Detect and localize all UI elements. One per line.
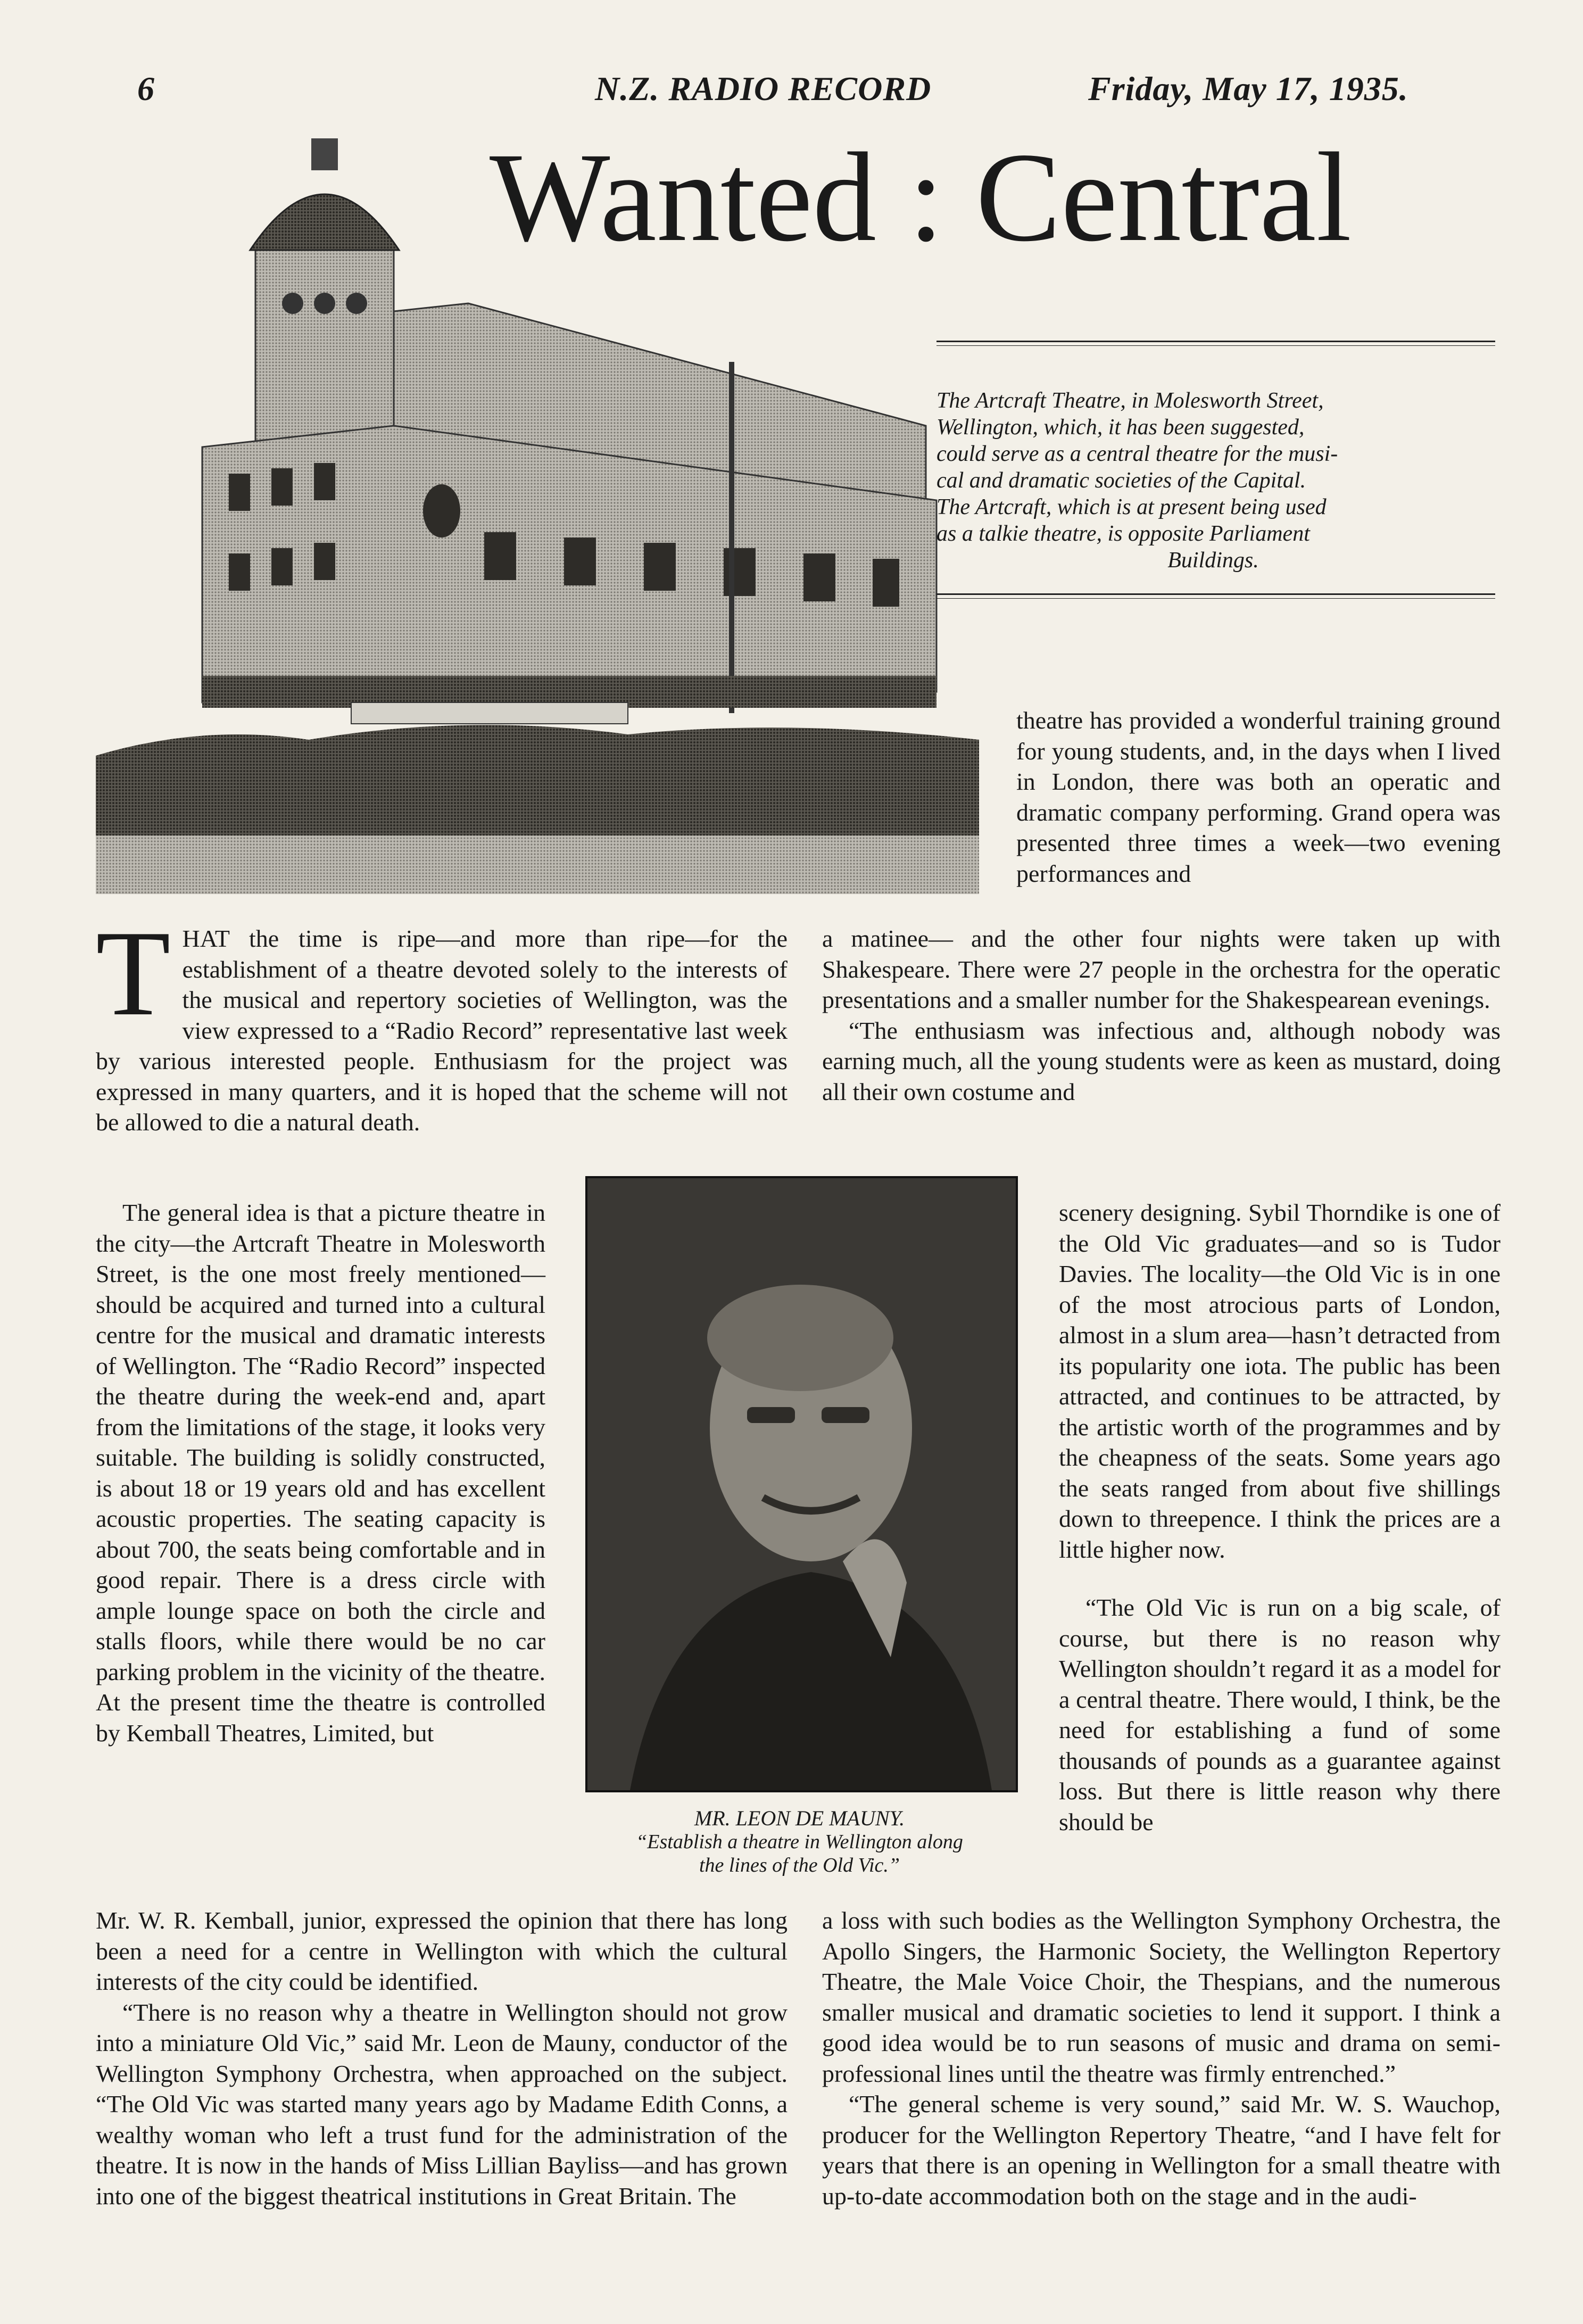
drop-cap: T	[96, 905, 171, 1041]
article-col-left-narrow: The general idea is that a picture theatre in the city—the Artcraft Theatre in Molesworth Street, is the one most freely mentioned—should be acquired and turned into a cultural centre for the musical and dramatic interests of Wellington. The “Radio Record” inspected the theatre during the week-end and, apart from the limitations of the stage, it looks very suitable. The building is solidly constructed, is about 18 or 19 years old and has excellent acoustic properties. The seating capacity is about 700, the seats being comfortable and in good repair. There is a dress circle with ample lounge space on both the circle and stalls floors, while there would be no car parking problem in the vicinity of the theatre. At the present time the theatre is controlled by Kemball Theatres, Limited, but	[96, 1199, 545, 1747]
article-col-right-bottom: a loss with such bodies as the Wellington Symphony Orchestra, the Apollo Singers, the Harmonic Society, the Wellington Repertory Theatre, the Male Voice Choir, the Thespians, and the numerous smaller musical and dramatic societies to lend it support. I think a good idea would be to run seasons of music and drama on semi-professional lines until the theatre was firmly entrenched.” “The general scheme is very sound,” said Mr. W. S. Wauchop, producer for the Wellington Repertory Theatre, “and I have felt for years that there is an opening in Wellington for a small theatre with up-to-date accommodation both on the stage and in the audi-	[822, 1907, 1501, 2210]
theatre-caption: The Artcraft Theatre, in Molesworth Street, Wellington, which, it has been suggested, could serve as a central theatre for the musi- cal and dramatic societies of the Capital. The Artcraft, which is at present being used as a talkie theatre, is opposite Parliament Buildings.	[936, 388, 1338, 573]
article-col-right-wide: a matinee— and the other four nights were taken up with Shakespeare. There were 27 people in the orchestra for the operatic presentations and a smaller number for the Shakespearean evenings. “The enthusiasm was infectious and, although nobody was earning much, all the young students were as keen as mustard, doing all their own costume and	[822, 925, 1501, 1105]
portrait-name: MR. LEON DE MAUNY.	[694, 1806, 905, 1830]
page-number: 6	[137, 70, 155, 107]
publication-name: N.Z. RADIO RECORD	[595, 70, 932, 107]
portrait-image	[587, 1178, 1016, 1790]
theatre-photograph	[96, 128, 979, 894]
caption-rule-bottom	[936, 593, 1495, 599]
article-col-left-bottom: Mr. W. R. Kemball, junior, expressed the opinion that there has long been a need for a centre in Wellington with which the cultural interests of the city could be identified. “There is no reason why a theatre in Wellington should not grow into a miniature Old Vic,” said Mr. Leon de Mauny, conductor of the Wellington Symphony Orchestra, when approached on the subject. “The Old Vic was started many years ago by Madame Edith Conns, a wealthy woman who left a trust fund for the administration of the theatre. It is now in the hands of Miss Lillian Bayliss—and has grown into one of the biggest theatrical institutions in Great Britain. The	[96, 1907, 788, 2210]
portrait-photo	[585, 1176, 1018, 1792]
caption-rule-top	[936, 341, 1495, 346]
portrait-caption: MR. LEON DE MAUNY. “Establish a theatre in Wellington along the lines of the Old Vic.”	[575, 1807, 1024, 1877]
article-col-right-narrow: scenery designing. Sybil Thorndike is one of the Old Vic graduates—and so is Tudor Davies. The locality—the Old Vic is in one of the most atrocious parts of London, almost in a slum area—hasn’t detracted from its popularity one iota. The public has been attracted, and continues to be attracted, by the artistic worth of the programmes and by the cheapness of the seats. Some years ago the seats ranged from about five shillings down to threepence. I think the prices are a little higher now. “The Old Vic is run on a big scale, of course, but there is no reason why Wellington shouldn’t regard it as a model for a central theatre. There would, I think, be the need for establishing a fund of some thousands of pounds as a guarantee against loss. But there is little reason why there should be	[1059, 1199, 1501, 1835]
article-col-right-top: theatre has provided a wonderful training ground for young students, and, in the days when I lived in London, there was both an operatic and dramatic company performing. Grand opera was presented three times a week—two evening performances and	[1016, 707, 1501, 887]
article-intro: THAT the time is ripe—and more than ripe—for the establishment of a theatre devoted solely to the interests of the musical and repertory societies of Wellington, was the view expressed to a “Radio Record” representative last week by various interested people. Enthusiasm for the project was expressed in many quarters, and it is hoped that the scheme will not be allowed to die a natural death.	[96, 905, 788, 1136]
headline: Wanted : Central	[490, 126, 1352, 268]
issue-date: Friday, May 17, 1935.	[1088, 70, 1408, 107]
